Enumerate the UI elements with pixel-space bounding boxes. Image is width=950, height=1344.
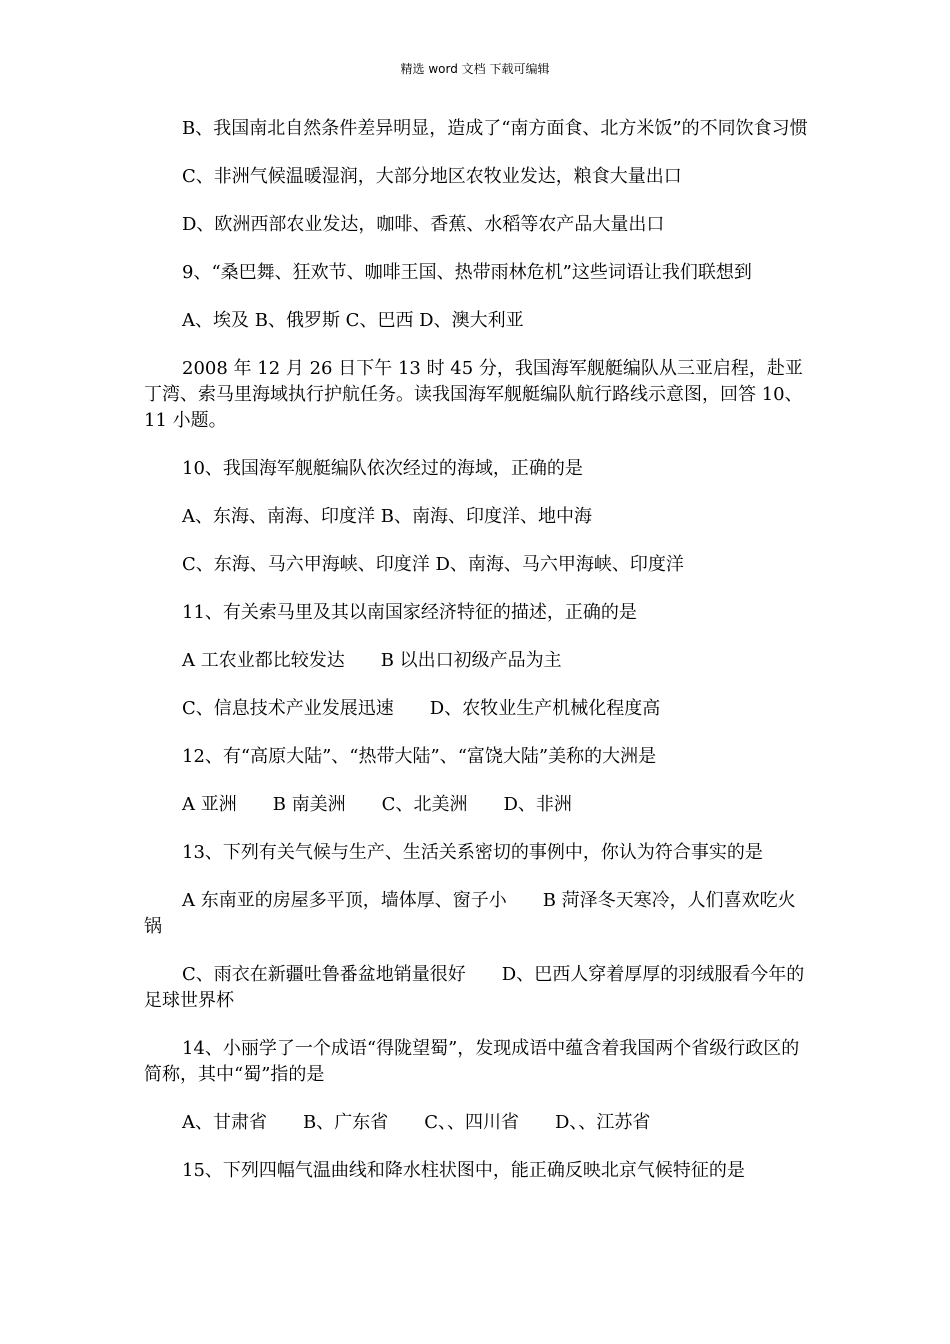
option-8d: D、欧洲西部农业发达，咖啡、香蕉、水稻等农产品大量出口 [182,214,665,235]
options-10-cd: C、东海、马六甲海峡、印度洋 D、南海、马六甲海峡、印度洋 [182,554,684,575]
question-9: 9、“桑巴舞、狂欢节、咖啡王国、热带雨林危机”这些词语让我们联想到 [182,262,752,283]
options-13-cd: C、雨衣在新疆吐鲁番盆地销量很好 D、巴西人穿着厚厚的羽绒服看今年的足球世界杯 [144,964,805,1011]
options-13-ab: A 东南亚的房屋多平顶，墙体厚、窗子小 B 菏泽冬天寒冷，人们喜欢吃火锅 [144,890,796,937]
question-11: 11、有关索马里及其以南国家经济特征的描述，正确的是 [182,602,637,623]
question-10: 10、我国海军舰艇编队依次经过的海域，正确的是 [182,458,583,479]
passage-10-11: 2008 年 12 月 26 日下午 13 时 45 分，我国海军舰艇编队从三亚启程，赴亚丁湾、索马里海域执行护航任务。读我国海军舰艇编队航行路线示意图，回答 10、11 小题。 [144,358,803,431]
options-11-ab: A 工农业都比较发达 B 以出口初级产品为主 [182,650,562,671]
option-8b: B、我国南北自然条件差异明显，造成了“南方面食、北方米饭”的不同饮食习惯 [182,118,808,139]
question-12: 12、有“高原大陆”、“热带大陆”、“富饶大陆”美称的大洲是 [182,746,657,767]
option-8c: C、非洲气候温暖湿润，大部分地区农牧业发达，粮食大量出口 [182,166,682,187]
question-14: 14、小丽学了一个成语“得陇望蜀”，发现成语中蕴含着我国两个省级行政区的简称，其中“蜀”指的是 [144,1038,800,1085]
options-9: A、埃及 B、俄罗斯 C、巴西 D、澳大利亚 [182,310,524,331]
options-11-cd: C、信息技术产业发展迅速 D、农牧业生产机械化程度高 [182,698,661,719]
options-10-ab: A、东海、南海、印度洋 B、南海、印度洋、地中海 [182,506,592,527]
question-13: 13、下列有关气候与生产、生活关系密切的事例中，你认为符合事实的是 [182,842,763,863]
question-15: 15、下列四幅气温曲线和降水柱状图中，能正确反映北京气候特征的是 [182,1160,745,1181]
options-14: A、甘肃省 B、广东省 C、、四川省 D、、江苏省 [182,1112,651,1133]
document-body [144,116,808,1206]
options-12: A 亚洲 B 南美洲 C、北美洲 D、非洲 [182,794,572,815]
page-header: 精选 word 文档 下载可编辑 [400,62,550,76]
